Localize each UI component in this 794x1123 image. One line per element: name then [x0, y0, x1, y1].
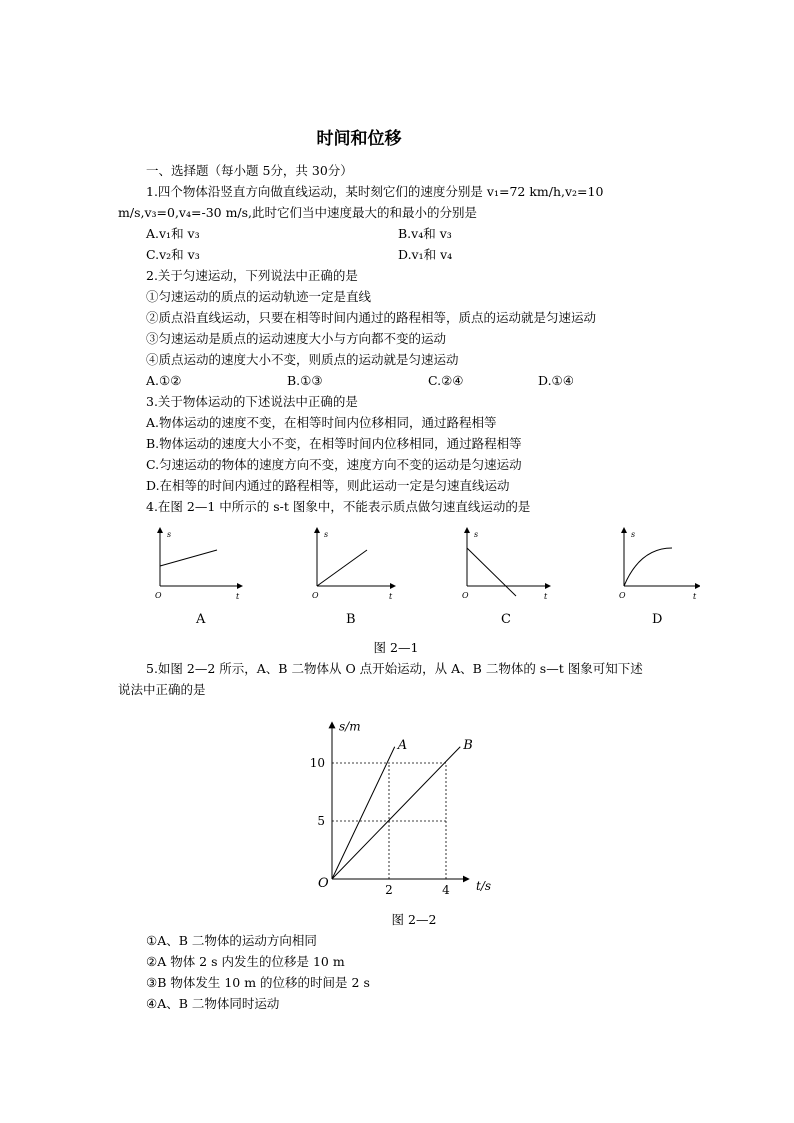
graph-d-s-label: s: [631, 530, 636, 539]
graph-d-origin: O: [619, 591, 626, 600]
graph-d-curve: [624, 548, 672, 586]
q1-option-a: A.v₁和 v₃: [146, 226, 200, 241]
chart-y-axis-label: s/m: [339, 719, 361, 734]
figure-2-1-caption: 图 2—1: [373, 640, 419, 655]
q2-stem: 2.关于匀速运动，下列说法中正确的是: [146, 268, 358, 283]
graph-d-t-label: t: [693, 592, 697, 601]
graph-b-t-label: t: [389, 592, 393, 601]
graph-c-origin: O: [462, 591, 469, 600]
q5-stem-line2: 说法中正确的是: [118, 682, 206, 697]
graph-a: [155, 528, 242, 601]
figure-2-2-caption: 图 2—2: [391, 912, 437, 927]
graph-b-origin: O: [312, 591, 319, 600]
graph-a-letter: A: [196, 612, 206, 627]
q5-statement-1: ①A、B 二物体的运动方向相同: [146, 933, 317, 948]
q5-statement-2: ②A 物体 2 s 内发生的位移是 10 m: [146, 954, 345, 969]
graph-a-s-label: s: [167, 530, 172, 539]
series-label-A: A: [397, 737, 408, 753]
q2-statement-2: ②质点沿直线运动，只要在相等时间内通过的路程相等，质点的运动就是匀速运动: [146, 310, 597, 325]
q1-option-c: C.v₂和 v₃: [146, 247, 200, 262]
graph-b-s-label: s: [324, 530, 329, 539]
graph-a-origin: O: [155, 591, 162, 600]
graph-a-t-label: t: [236, 592, 240, 601]
q1-option-d: D.v₁和 v₄: [398, 247, 453, 262]
series-line-A: [332, 747, 395, 879]
graph-c-letter: C: [501, 612, 511, 627]
graph-d: [619, 528, 700, 601]
q4-stem: 4.在图 2—1 中所示的 s-t 图象中，不能表示质点做匀速直线运动的是: [146, 499, 531, 514]
graph-b: [312, 528, 395, 601]
q2-statement-3: ③匀速运动是质点的运动速度大小与方向都不变的运动: [146, 331, 447, 346]
page-title: 时间和位移: [316, 129, 402, 149]
graph-a-line: [160, 550, 217, 566]
x-tick-label-4: 4: [442, 883, 450, 897]
figure-2-2-chart: [300, 705, 520, 900]
q2-option-a: A.①②: [146, 373, 182, 388]
figure-2-1: [140, 520, 700, 635]
q5-statement-3: ③B 物体发生 10 m 的位移的时间是 2 s: [146, 975, 370, 990]
q1-option-b: B.v₄和 v₃: [398, 226, 452, 241]
graph-c: [462, 528, 550, 601]
chart-origin-label: O: [318, 876, 329, 891]
graph-c-t-label: t: [544, 592, 548, 601]
q5-stem-line1: 5.如图 2—2 所示，A、B 二物体从 O 点开始运动，从 A、B 二物体的 s—t 图象可知下述: [146, 661, 643, 676]
series-label-B: B: [463, 737, 473, 753]
q3-option-a: A.物体运动的速度不变，在相等时间内位移相同，通过路程相等: [146, 415, 497, 430]
q2-statement-4: ④质点运动的速度大小不变，则质点的运动就是匀速运动: [146, 352, 459, 367]
graph-b-line: [317, 550, 367, 586]
x-tick-label-2: 2: [385, 883, 393, 897]
y-tick-label-5: 5: [317, 814, 325, 828]
chart-series-group: [332, 738, 473, 879]
q1-stem-line2: m/s,v₃=0,v₄=-30 m/s,此时它们当中速度最大的和最小的分别是: [118, 205, 478, 220]
q3-option-d: D.在相等的时间内通过的路程相等，则此运动一定是匀速直线运动: [146, 478, 510, 493]
graph-c-s-label: s: [474, 530, 479, 539]
q3-option-c: C.匀速运动的物体的速度方向不变，速度方向不变的运动是匀速运动: [146, 457, 522, 472]
series-line-B: [332, 747, 460, 879]
y-tick-label-10: 10: [309, 756, 325, 770]
q5-statement-4: ④A、B 二物体同时运动: [146, 996, 280, 1011]
q1-stem-line1: 1.四个物体沿竖直方向做直线运动，某时刻它们的速度分别是 v₁=72 km/h,v₂=10: [146, 184, 604, 199]
q2-option-c: C.②④: [428, 373, 464, 388]
graph-d-letter: D: [652, 612, 663, 627]
graph-b-letter: B: [346, 612, 356, 627]
chart-x-axis-label: t/s: [476, 879, 492, 893]
q2-option-d: D.①④: [538, 373, 574, 388]
q2-statement-1: ①匀速运动的质点的运动轨迹一定是直线: [146, 289, 372, 304]
q3-stem: 3.关于物体运动的下述说法中正确的是: [146, 394, 358, 409]
section-heading: 一、选择题（每小题 5分，共 30分）: [146, 163, 353, 178]
graph-c-line: [467, 548, 516, 596]
q3-option-b: B.物体运动的速度大小不变，在相等时间内位移相同，通过路程相等: [146, 436, 522, 451]
q2-option-b: B.①③: [287, 373, 323, 388]
